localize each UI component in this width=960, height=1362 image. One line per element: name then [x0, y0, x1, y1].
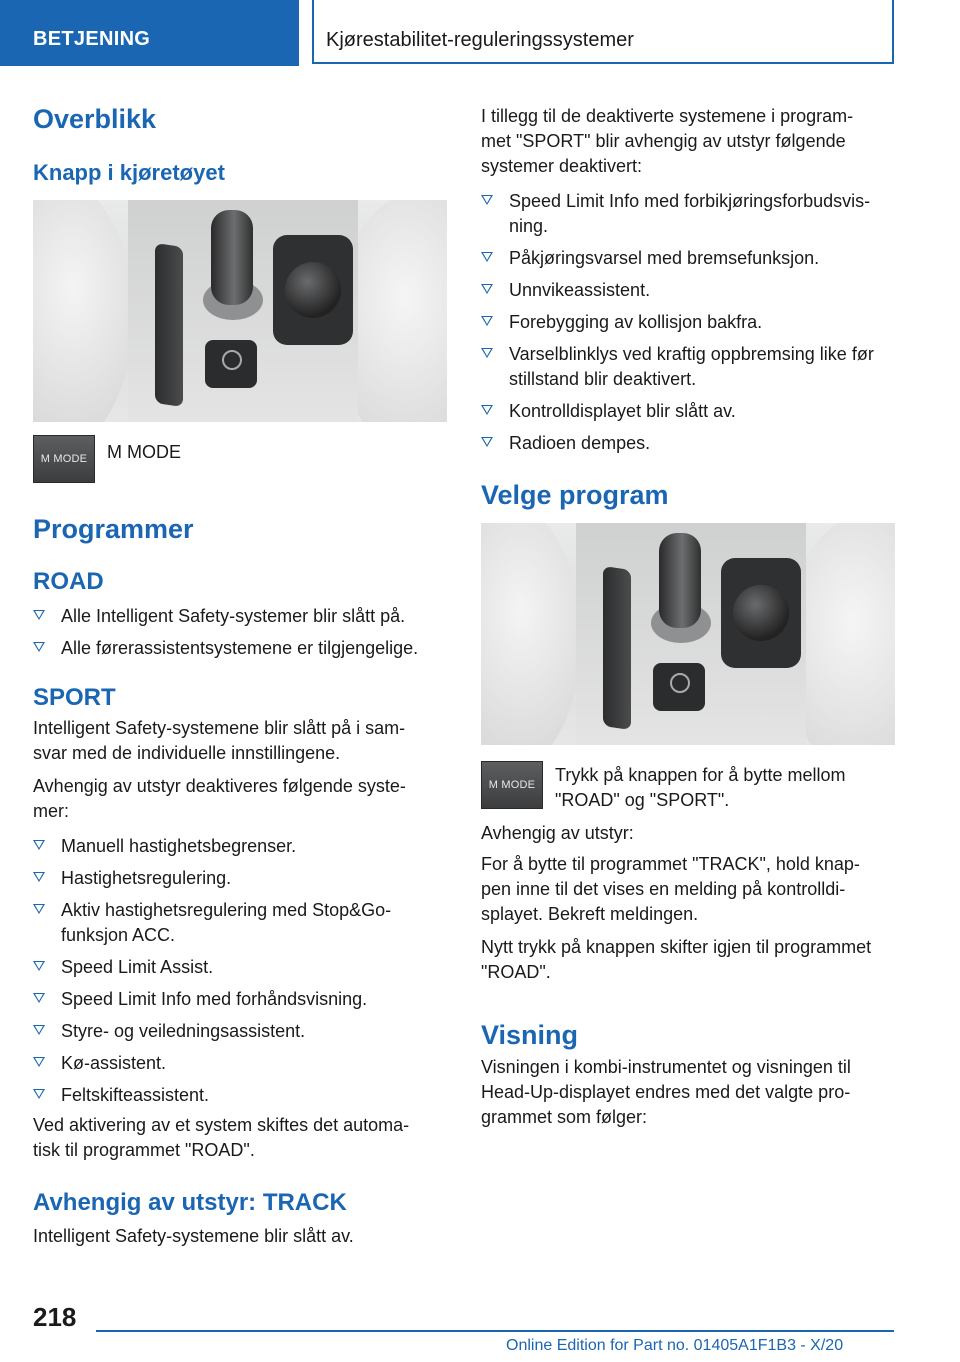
bullet-triangle-icon	[33, 840, 45, 850]
m-mode-button-icon: M MODE	[33, 435, 95, 483]
bullet-triangle-icon	[481, 284, 493, 294]
heading-track: Avhengig av utstyr: TRACK	[33, 1189, 347, 1216]
bullet-triangle-icon	[33, 872, 45, 882]
page-number: 218	[33, 1302, 77, 1332]
bullet-triangle-icon	[33, 961, 45, 971]
bullet-triangle-icon	[481, 437, 493, 447]
intro-paragraph: I tillegg til de deaktiverte systemene i program- met "SPORT" blir avhengig av utstyr følgende systemer deaktivert:	[481, 106, 854, 176]
bullet-triangle-icon	[481, 348, 493, 358]
heading-sport: SPORT	[33, 684, 116, 711]
bullet-triangle-icon	[33, 1057, 45, 1067]
bullet-triangle-icon	[481, 252, 493, 262]
bullet-triangle-icon	[33, 1025, 45, 1035]
footer-rule	[96, 1330, 894, 1332]
footer-edition-text: Online Edition for Part no. 01405A1F1B3 - X/20	[506, 1337, 844, 1354]
console-photo	[33, 200, 447, 422]
m-mode-button-icon-2: M MODE	[481, 761, 543, 809]
heading-overview: Overblikk	[33, 104, 157, 134]
sport-paragraph-2: Avhengig av utstyr deaktiveres følgende syste- mer:	[33, 776, 406, 821]
bullet-triangle-icon	[33, 610, 45, 620]
header-section-tab	[0, 0, 299, 66]
console-photo-2	[481, 523, 895, 745]
display-paragraph: Visningen i kombi-instrumentet og visningen til Head-Up-displayet endres med det valgte pro- grammet som følger:	[481, 1057, 851, 1127]
track-paragraph: Intelligent Safety-systemene blir slått av.	[33, 1226, 354, 1246]
header-section-title: BETJENING	[33, 28, 151, 50]
equipment-note: Avhengig av utstyr:	[481, 823, 634, 843]
m-mode-caption: M MODE	[107, 442, 181, 462]
track-instruction: For å bytte til programmet "TRACK", hold knap- pen inne til det vises en melding på kontrolldi- splayet. Bekreft meldingen.	[481, 854, 860, 924]
press-again-note: Nytt trykk på knappen skifter igjen til programmet "ROAD".	[481, 937, 872, 982]
bullet-triangle-icon	[33, 642, 45, 652]
heading-display: Visning	[481, 1020, 579, 1050]
header-chapter-box	[312, 0, 894, 64]
bullet-triangle-icon	[33, 1089, 45, 1099]
heading-button-in-vehicle: Knapp i kjøretøyet	[33, 160, 225, 185]
heading-select-program: Velge program	[481, 480, 669, 510]
press-instruction: Trykk på knappen for å bytte mellom "ROAD" og "SPORT".	[555, 765, 846, 810]
bullet-triangle-icon	[33, 904, 45, 914]
heading-road: ROAD	[33, 568, 104, 595]
header-chapter-title: Kjørestabilitet-reguleringssystemer	[326, 29, 634, 51]
bullet-triangle-icon	[481, 316, 493, 326]
sport-paragraph-3: Ved aktivering av et system skiftes det automa- tisk til programmet "ROAD".	[33, 1115, 410, 1160]
sport-paragraph-1: Intelligent Safety-systemene blir slått på i sam- svar med de individuelle innstillingene.	[33, 718, 406, 763]
bullet-triangle-icon	[481, 405, 493, 415]
bullet-triangle-icon	[33, 993, 45, 1003]
bullet-triangle-icon	[481, 195, 493, 205]
heading-programs: Programmer	[33, 514, 194, 544]
